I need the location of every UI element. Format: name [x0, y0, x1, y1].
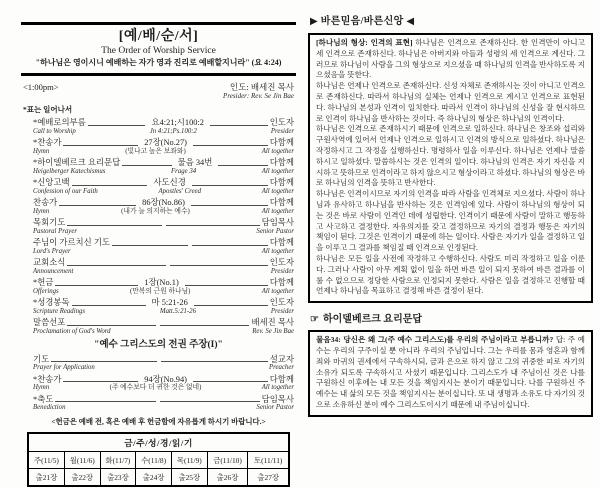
- ruled-line: [67, 224, 161, 226]
- item-role-en: Senior Pastor: [256, 227, 294, 235]
- item-name-ko: *예배로의부름: [33, 118, 86, 127]
- page-title: [예/배/순/서]: [118, 29, 199, 44]
- worship-item: [33, 258, 294, 276]
- ruled-line: [88, 124, 146, 126]
- item-name-en: Hymn: [33, 147, 50, 155]
- service-info-row: [23, 82, 294, 101]
- item-role-en: All together: [261, 167, 294, 175]
- item-name-ko: 찬송가: [33, 197, 58, 207]
- item-role-en: Preacher: [268, 364, 294, 372]
- reading-day-cell: 주(11/5): [28, 452, 64, 469]
- reading-day-cell: 금(11/10): [207, 452, 248, 469]
- triangle-right-icon: ▶: [310, 16, 318, 27]
- item-name-ko: *신앙고백: [33, 177, 70, 187]
- reading-days-row: [28, 452, 289, 469]
- faith-paragraph-lead: [하나님의 형상: 인격의 표현]: [316, 38, 413, 47]
- item-role-ko: 다함께: [269, 157, 294, 167]
- ruled-line: [63, 144, 138, 146]
- ruled-line: [67, 324, 156, 326]
- item-center-text: 마 5:21-26: [151, 297, 188, 307]
- item-role-en: All together: [261, 187, 294, 195]
- page-subtitle: The Order of Worship Service: [101, 46, 216, 56]
- item-center-text: 사도신경: [153, 177, 186, 187]
- worship-item: [33, 318, 294, 336]
- item-name-ko: 주님이 가르치신 기도: [33, 237, 110, 247]
- item-name-en: Hymn: [33, 384, 50, 392]
- item-name-ko: *찬송가: [33, 374, 62, 384]
- reading-chapter-cell: 출21장: [28, 469, 64, 486]
- item-role-en: Presider: [270, 267, 294, 275]
- item-center-sub: (내가 늘 의지하는 예수): [121, 207, 190, 215]
- item-role-ko: 인도자: [269, 257, 294, 267]
- item-name-en: Lord's Prayer: [33, 247, 71, 255]
- faith-paragraph-first-text: 하나님은 인격으로 존재하신다. 한 인격만이 아니고 세 인격으로 존재하신다. 하나님은 아버지와 아들과 성령의 세 인격으로 계신다. 그러므로 하나님이 사람을 그의 형상으로 지으셨을 때 하나님의 인격을 반사하도록 지으셨음을 뜻한다.: [316, 38, 585, 80]
- item-name-ko: 말씀선포: [33, 317, 66, 327]
- ruled-line: [55, 400, 155, 402]
- ruled-line: [166, 224, 260, 226]
- item-role-en: Rev. Se Jin Bae: [252, 327, 294, 335]
- presider-info: [223, 82, 294, 101]
- item-role-en: All together: [261, 247, 294, 255]
- item-name-en: Offerings: [33, 287, 59, 295]
- worship-items-top: [21, 118, 296, 336]
- item-role-en: Senior Pastor: [256, 404, 294, 412]
- offering-footnote: <헌금은 예배 전, 혹은 예배 후 헌금함에 자유롭게 하시기 바랍니다.>: [51, 417, 266, 427]
- worship-item: [33, 355, 294, 373]
- ruled-line: [160, 400, 260, 402]
- item-role-ko: 설교자: [269, 354, 294, 364]
- reading-day-cell: 토(11/11): [248, 452, 289, 469]
- reading-day-cell: 수(11/8): [136, 452, 172, 469]
- ruled-line: [72, 184, 148, 186]
- item-name-en: Heigelberger Katechismus: [33, 167, 106, 175]
- item-center-sub: Frage 34: [171, 167, 197, 175]
- ruled-line: [192, 184, 268, 186]
- faith-paragraph: 하나님은 인격이시므로 자기의 인격을 따라 사람을 인격체로 지으셨다. 사람이 하나님과 유사하고 하나님을 반사하는 것은 인격임에 있다. 사람이 하나님의 형상이 되는 것은 바로 사람이 인격인 데에 성립한다. 인격이기 때문에 사람이 말하고 행동하고 사고하고 결정한다. 자유의지를 갖고 결정하므로 자기의 결정과 행동은 자기의 책임이 된다. 그것은 인격이기 때문에 하는 일이다. 사람은 자기가 일을 결정하고 일을 이루고 그 결과를 책임질 때 인격으로 인정된다.: [316, 189, 585, 253]
- worship-item: [33, 238, 294, 256]
- catechism-text: [316, 335, 585, 411]
- item-center-text: 물음 34번: [177, 157, 213, 167]
- item-center-text: 27장(No.27): [144, 137, 187, 147]
- ruled-line: [112, 244, 188, 246]
- item-center-sub: Matt.5:21-26: [159, 307, 196, 315]
- worship-item: [33, 118, 294, 136]
- worship-item: [33, 198, 294, 216]
- item-role-en: Presider: [270, 307, 294, 315]
- presider-name-ko: 인도: 배세진 목사: [229, 82, 294, 92]
- triangle-left-icon: ◀: [406, 16, 415, 27]
- faith-article-box: [308, 33, 593, 303]
- item-center-sub: Jn 4:21;Ps.100:2: [149, 127, 197, 135]
- ruled-line: [55, 284, 138, 286]
- ruled-line: [160, 324, 249, 326]
- ruled-line: [122, 164, 171, 166]
- service-time: <1:00pm>: [23, 82, 59, 92]
- item-name-en: Prayer for Application: [33, 364, 95, 372]
- ruled-line: [67, 264, 165, 266]
- ruled-line: [170, 264, 268, 266]
- item-role-ko: 다함께: [269, 237, 294, 247]
- reading-chapter-cell: 출24장: [136, 469, 172, 486]
- reading-day-cell: 화(11/7): [100, 452, 136, 469]
- ruled-line: [63, 380, 138, 382]
- ruled-line: [192, 244, 268, 246]
- presider-name-en: Presider: Rev. Se Jin Bae: [223, 92, 294, 100]
- item-role-ko: 인도자: [269, 118, 294, 127]
- pointing-hand-icon: ☞: [310, 314, 319, 326]
- item-role-ko: 다함께: [269, 374, 294, 384]
- faith-paragraph: 하나님은 모든 일을 사전에 작정하고 수행하신다. 사람도 미리 작정하고 일을 이룬다. 그러나 사람이 아무 계획 없이 일을 하면 바른 일이 되지 못하여 바른 결과를 이룰 수 없으므로 정당한 사람으로 인정되지 못한다. 사람은 일을 결정하고 진행할 때 언제나 하나님을 목표하고 결정해 바른 결정이 된다.: [316, 253, 585, 296]
- reading-chapter-cell: 출23장: [100, 469, 136, 486]
- item-name-en: Pastoral Prayer: [33, 227, 77, 235]
- item-name-ko: 목회기도: [33, 217, 66, 227]
- weekly-bible-reading-table: [27, 432, 290, 487]
- item-name-ko: *축도: [33, 394, 54, 404]
- item-center-sub: (주 예수보다 더 귀한 것은 없네): [109, 384, 202, 392]
- item-name-en: Benediction: [33, 404, 66, 412]
- worship-item: [33, 298, 294, 316]
- item-role-en: All together: [261, 287, 294, 295]
- faith-paragraph: 하나님은 인격으로 존재하시기 때문에 인격으로 일하신다. 하나님은 창조와 섭리와 구원사역에 있어서 언제나 인격으로 일하시고 인격의 방식으로 일하셨다. 하나님은 작정하시고 그 작정을 실행하신다. 명령하사 일을 이루신다. 하나님은 언제나 말씀하시고 일하셨다. 말씀하시는 것은 인격의 일이다. 하나님의 인격은 자기 자신을 지시하고 뜻하므로 인격이라고 하지 않으시고 형상이라고 하셨다. 하나님의 형상은 바로 하나님의 인격을 뜻하고 반사한다.: [316, 124, 585, 188]
- catechism-question: 물음34: 당신은 왜 그(주 예수 그리스도)를 우리의 주님이라고 부릅니까?: [316, 335, 554, 345]
- item-role-ko: 다함께: [269, 277, 294, 287]
- worship-item: [33, 138, 294, 156]
- worship-order-page: [21, 22, 296, 487]
- item-name-en: Confession of our Faith: [33, 187, 98, 195]
- item-name-en: Call to Worship: [33, 127, 76, 135]
- ruled-line: [59, 204, 136, 206]
- item-role-ko: 다함께: [269, 177, 294, 187]
- worship-item: [33, 375, 294, 393]
- reading-day-cell: 목(11/9): [171, 452, 207, 469]
- item-name-en: Scripture Readings: [33, 307, 86, 315]
- reading-chapter-cell: 출27장: [248, 469, 289, 486]
- item-name-ko: *찬송가: [33, 137, 62, 147]
- faith-section-title: 바른믿음/바른신앙: [318, 16, 407, 27]
- item-name-en: Announcement: [33, 267, 74, 275]
- faith-paragraph: 하나님은 언제나 인격으로 존재하신다. 신성 자체로 존재하시는 것이 아니고 인격으로 존재하신다. 따라서 하나님의 실체는 언제나 인격으로 계시고 인격으로 표현된다. 하나님의 본성과 인격이 일치한다. 따라서 인격이 하나님의 신성을 잘 현시하므로 인격이 하나님을 반사하는 것이다. 즉 하나님의 형상은 하나님의 인격이다.: [316, 81, 585, 123]
- item-role-ko: 담임목사: [261, 217, 294, 227]
- worship-item: [33, 158, 294, 176]
- ruled-line: [194, 304, 268, 306]
- item-name-ko: *헌금: [33, 277, 54, 287]
- item-role-en: Presider: [270, 127, 294, 135]
- item-center-text: 1장(No.1): [144, 277, 179, 287]
- item-name-ko: 교회소식: [33, 257, 66, 267]
- ruled-line: [161, 360, 267, 362]
- item-center-sub: (빛나고 높은 보좌와): [125, 147, 186, 155]
- item-role-ko: 다함께: [269, 197, 294, 207]
- item-center-text: 86장(No.86): [142, 197, 185, 207]
- worship-order-header: [21, 22, 296, 76]
- item-role-en: All together: [261, 207, 294, 215]
- catechism-answer: 답: 주 예수는 우리의 구주이실 뿐 아니라 우리의 주님입니다. 그는 우리를 몸과 영혼과 함께 죄와 마귀의 권세에서 구속하시되, 금과 은으로 하지 않고 그의 귀중한 피로 자기의 소유가 되도록 구속하시고 사셨기 때문입니다. 그리스도가 내 주님이신 것은 나를 구원하신 이후에는 내 모든 것을 책임지시는 분이기 때문입니다. 나를 구원하신 주 예수는 내 삶의 모든 것을 책임지시는 분이십니다. 또 내 생명과 소유도 다 자기의 것으로 소유하신 분이 예수 그리스도이시기 때문에 내 주님이십니다.: [316, 335, 585, 409]
- ruled-line: [193, 144, 268, 146]
- ruled-line: [193, 380, 268, 382]
- catechism-section-header: [310, 310, 593, 325]
- ruled-line: [72, 304, 146, 306]
- ruled-line: [185, 284, 268, 286]
- item-role-en: All together: [261, 384, 294, 392]
- item-center-text: 요4:21;시100:2: [151, 118, 204, 127]
- worship-item: [33, 395, 294, 413]
- item-role-ko: 담임목사: [261, 394, 294, 404]
- item-center-sub: Apostles' Creed: [158, 187, 202, 195]
- sermon-title: "예수 그리스도의 전권 주장(I)": [94, 339, 223, 350]
- reading-chapter-cell: 출22장: [64, 469, 100, 486]
- item-name-ko: *하이델베르크 요리문답: [33, 157, 121, 167]
- item-name-en: Hymn: [33, 207, 50, 215]
- theme-verse: "하나님은 영이시니 예배하는 자가 영과 진리로 예배할지니라" (요 4:24): [35, 58, 282, 67]
- catechism-section-title: 하이델베르크 요리문답: [322, 314, 423, 326]
- item-name-en: Proclamation of God's Word: [33, 327, 111, 335]
- worship-items-bottom: [21, 355, 296, 413]
- item-role-ko: 다함께: [269, 137, 294, 147]
- item-name-ko: 기도: [33, 354, 50, 364]
- right-faith-page: [308, 12, 593, 417]
- stand-note: *표는 일어나서: [23, 105, 73, 114]
- item-role-ko: 배세진 목사: [251, 317, 295, 327]
- ruled-line: [210, 124, 268, 126]
- worship-item: [33, 218, 294, 236]
- reading-chapter-cell: 출26장: [207, 469, 248, 486]
- reading-chapter-cell: 출25장: [171, 469, 207, 486]
- catechism-box: [308, 330, 593, 417]
- item-center-text: 94장(No.94): [144, 374, 187, 384]
- item-role-en: All together: [261, 147, 294, 155]
- worship-item: [33, 278, 294, 296]
- ruled-line: [51, 360, 157, 362]
- reading-day-cell: 월(11/6): [64, 452, 100, 469]
- ruled-line: [218, 164, 267, 166]
- reading-table-title: 금/주/성/경/읽/기: [28, 433, 289, 452]
- item-role-ko: 인도자: [269, 297, 294, 307]
- item-center-sub: (만복의 근원 하나님): [129, 287, 191, 295]
- reading-chapters-row: [28, 469, 289, 486]
- ruled-line: [191, 204, 268, 206]
- faith-section-header: [310, 12, 593, 27]
- faith-paragraph-first: [316, 38, 585, 81]
- item-name-ko: *성경봉독: [33, 297, 70, 307]
- worship-item: [33, 178, 294, 196]
